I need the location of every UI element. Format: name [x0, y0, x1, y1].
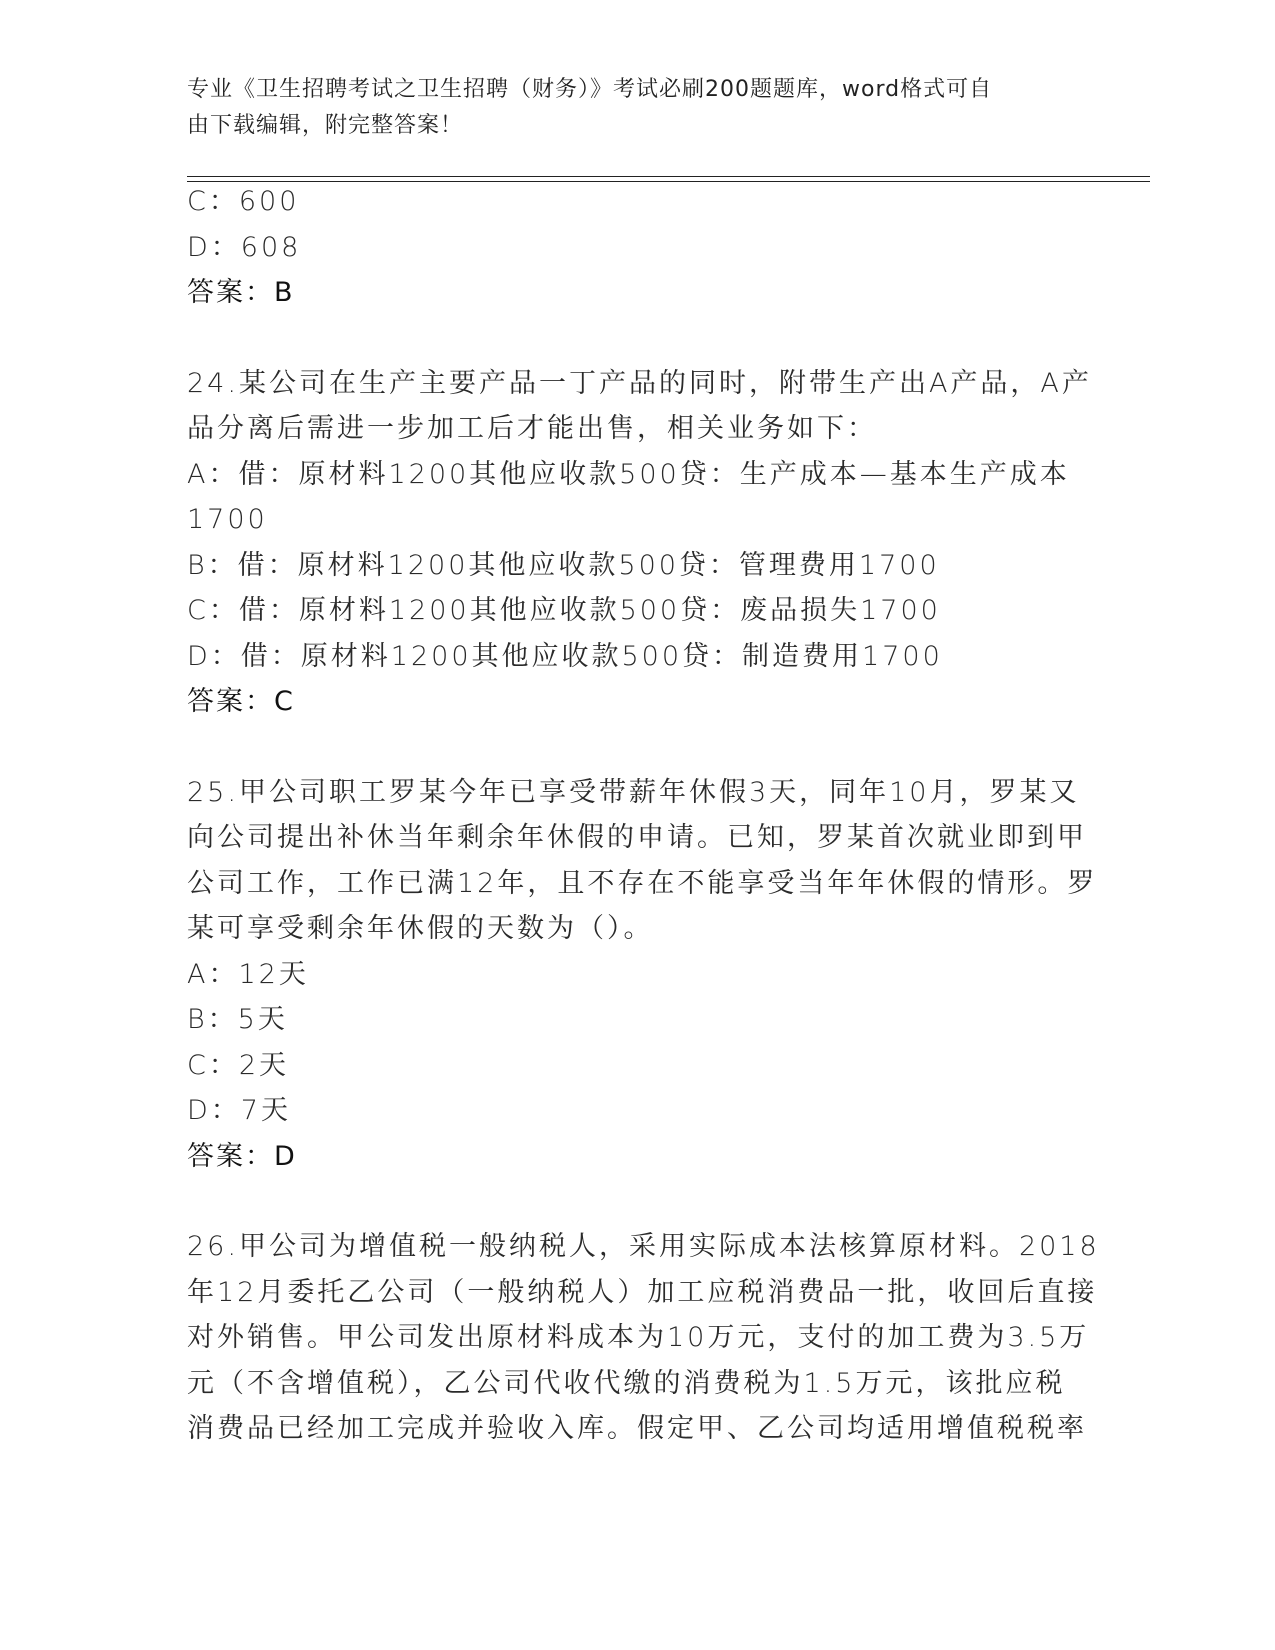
answer-line: 答案：D — [187, 1140, 297, 1172]
option-a-continued: 1700 — [187, 504, 268, 535]
question-stem-line: 26.甲公司为增值税一般纳税人，采用实际成本法核算原材料。2018 — [187, 1231, 1100, 1262]
spacer — [187, 1179, 1072, 1224]
question-stem-line: 品分离后需进一步加工后才能出售，相关业务如下： — [187, 413, 877, 444]
option-c: C：2天 — [187, 1049, 290, 1081]
spacer — [187, 316, 1072, 361]
question-stem-line: 25.甲公司职工罗某今年已享受带薪年休假3天，同年10月，罗某又 — [187, 776, 1080, 808]
question-stem-line: 向公司提出补休当年剩余年休假的申请。已知，罗某首次就业即到甲 — [187, 822, 1087, 853]
header-line-1: 专业《卫生招聘考试之卫生招聘（财务）》考试必刷200题题库，word格式可自 — [187, 77, 993, 102]
question-24 — [187, 361, 1092, 725]
question-stem-line: 消费品已经加工完成并验收入库。假定甲、乙公司均适用增值税税率 — [187, 1413, 1087, 1444]
question-stem-line: 公司工作，工作已满12年，且不存在不能享受当年年休假的情形。罗 — [187, 867, 1098, 899]
document-header — [187, 72, 1067, 144]
header-divider-top — [187, 176, 1150, 177]
question-stem-line: 24.某公司在生产主要产品一丁产品的同时，附带生产出A产品，A产 — [187, 367, 1092, 399]
option-b: B：5天 — [187, 1004, 288, 1035]
option-d: D：借：原材料1200其他应收款500贷：制造费用1700 — [187, 640, 943, 672]
question-26 — [187, 1224, 1100, 1452]
question-23 — [187, 179, 1072, 316]
question-25 — [187, 770, 1098, 1180]
option-d: D：7天 — [187, 1095, 291, 1126]
option-a: A：12天 — [187, 958, 309, 990]
question-stem-line: 某可享受剩余年休假的天数为（）。 — [187, 913, 654, 944]
header-line-2: 由下载编辑，附完整答案！ — [187, 113, 464, 138]
option-d: D：608 — [187, 231, 302, 263]
option-a: A：借：原材料1200其他应收款500贷：生产成本—基本生产成本 — [187, 458, 1070, 490]
question-stem-line: 年12月委托乙公司（一般纳税人）加工应税消费品一批，收回后直接 — [187, 1276, 1098, 1308]
spacer — [187, 725, 1072, 770]
question-stem-line: 对外销售。甲公司发出原材料成本为10万元，支付的加工费为3.5万 — [187, 1322, 1090, 1353]
answer-line: 答案：B — [187, 277, 295, 308]
option-b: B：借：原材料1200其他应收款500贷：管理费用1700 — [187, 549, 940, 581]
option-c: C：600 — [187, 186, 300, 217]
question-stem-line: 元（不含增值税），乙公司代收代缴的消费税为1.5万元，该批应税 — [187, 1367, 1066, 1399]
answer-line: 答案：C — [187, 686, 295, 717]
document-body — [187, 179, 1100, 1452]
option-c: C：借：原材料1200其他应收款500贷：废品损失1700 — [187, 595, 941, 626]
